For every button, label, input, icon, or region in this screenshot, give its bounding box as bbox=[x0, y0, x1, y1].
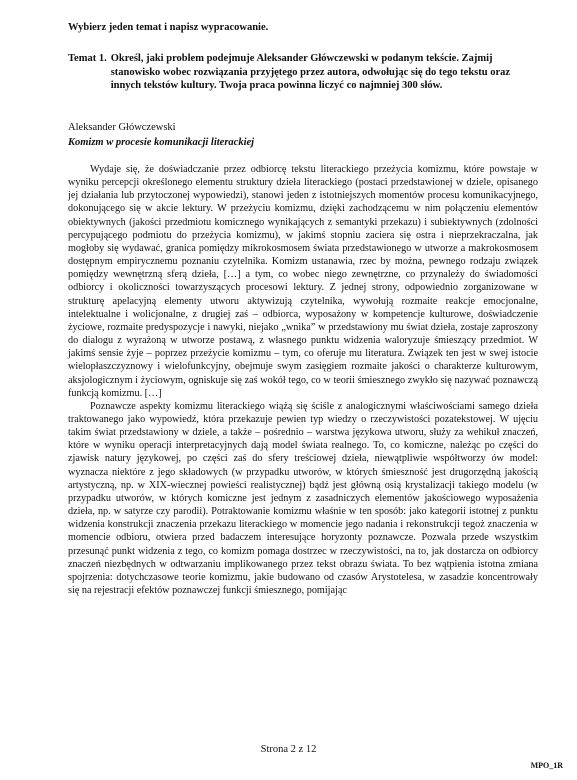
task-text: Określ, jaki problem podejmuje Aleksander Główczewski w podanym tekście. Zajmij stanowisko wobec rozwiązania przyjętego przez autora, odwołując się do tego tekstu oraz innych tekstów kultury. Twoja praca powinna liczyć co najmniej 300 słów. bbox=[110, 53, 511, 91]
text-title: Komizm w procesie komunikacji literackiej bbox=[68, 137, 255, 148]
article-body bbox=[68, 163, 538, 597]
page-number: Strona 2 z 12 bbox=[260, 744, 317, 755]
text-author: Aleksander Główczewski bbox=[68, 122, 176, 133]
task-label: Temat 1. bbox=[68, 53, 107, 64]
exam-code: MPO_1R bbox=[530, 761, 563, 770]
task-1 bbox=[68, 52, 538, 93]
paragraph-2: Poznawcze aspekty komizmu literackiego wiążą się ściśle z analogicznymi właściwościami samego dzieła traktowanego jako wypowiedź, która przekazuje pewien typ wiedzy o rzeczywistości pozatekstowej. W ujęciu takim świat przedstawiony w dziele, a także – pośrednio – warstwa językowa utworu, służy za wehikuł znaczeń, które w wyniku operacji interpretacyjnych dają model świata realnego. To, co komiczne, należąc po części do zjawisk natury językowej, po części zaś do sfery treściowej dzieła, niewątpliwie współtworzy ów model: wyznacza niektóre z jego składowych (w przypadku utworów, w których śmieszność jest drugorzędną jakością artystyczną, np. w XIX-wiecznej powieści realistycznej) bądź jest główną osią krystalizacji takiego modelu (w przypadku utworów, w których komiczne jest jednym z zasadniczych elementów jakościowego wyposażenia dzieła, np. w satyrze czy parodii). Potraktowanie komizmu właśnie w ten sposób: jako kategorii istotnej z punktu widzenia konstrukcji znaczenia przekazu literackiego w momencie jego nadania i rekonstrukcji tegoż znaczenia w momencie odbioru, otwiera przed badaczem interesujące horyzonty poznawcze. Pozwala przede wszystkim przesunąć punkt widzenia z tego, co komizm pomaga dostrzec w rzeczywistości, na to, jak dostarcza on odbiorcy znaczeń niezbędnych w odtwarzaniu implikowanego przez tekst obrazu świata. To bez wątpienia istotna zmiana spojrzenia: dotychczasowe teorie komizmu, jakie budowano od czasów Arystotelesa, w zasadzie koncentrowały się na rejestracji efektów poznawczej funkcji śmiesznego, pomijając bbox=[68, 400, 538, 596]
instruction: Wybierz jeden temat i napisz wypracowanie. bbox=[68, 22, 269, 33]
paragraph-1: Wydaje się, że doświadczanie przez odbiorcę tekstu literackiego przeżycia komizmu, które powstaje w wyniku percepcji określonego elementu struktury dzieła literackiego (postaci przedstawionej w dziele, opisanego jej działania lub przytoczonej wypowiedzi), stanowi jeden z istotniejszych momentów procesu komunikacyjnego, dokonującego się w akcie lektury. W przeżyciu komizmu, dzięki zachodzącemu w nim połączeniu elementów obiektywnych (jakości przedmiotu komicznego wynikających z semantyki przekazu) i subiektywnych (zdolności percypującego podmiotu do przeżycia komizmu), w jakimś stopniu zaciera się ostra i nieprzekraczalna, jak mogłoby się wydawać, granica pomiędzy mikrokosmosem świata przedstawionego w utworze a makrokosmosem dostępnym empirycznemu poznaniu czytelnika. Komizm ustanawia, rzec by można, pewnego rodzaju związek pomiędzy wewnętrzną sferą dzieła, […] a tym, co wobec niego zewnętrzne, co przynależy do świadomości odbiorcy i okoliczności towarzyszących procesowi lektury. Z jednej strony, odpowiednio zorganizowane w strukturę apelacyjną elementy utworu aktywizują czytelnika, wywołują rozmaite reakcje emocjonalne, intelektualne i wolicjonalne, z drugiej zaś – odbiorca, wyposażony w kompetencje kulturowe, doświadczenie życiowe, rozmaite predyspozycje i nawyki, niejako „wnika” w przedstawiony mu świat dzieła, zostaje zaproszony do dialogu z wyrażoną w utworze postawą, z własnego punktu widzenia waloryzuje śmieszący przedmiot. W jakimś sensie żyje – poprzez przeżycie komizmu – tym, co oferuje mu literatura. Związek ten jest w swej istocie wielopłaszczyznowy i wielofunkcyjny, obejmuje swym zasięgiem rozmaite jakości o charakterze kulturowym, aksjologicznym i życiowym, ogniskuje się zaś wokół tego, co w teorii śmiesznego zwykło się nazywać poznawczą funkcją komizmu. […] bbox=[68, 164, 538, 399]
